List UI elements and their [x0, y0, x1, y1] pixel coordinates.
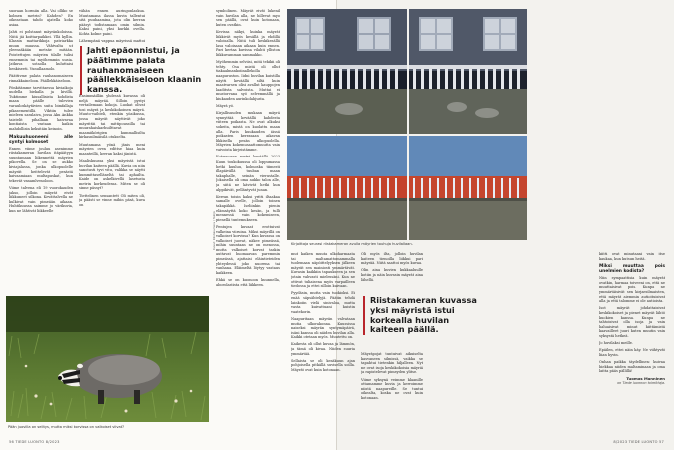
paragraph: kiitti ovat minutaani vain itse kaukaa, kun kutsun heitä.	[599, 252, 665, 261]
right-column-3	[599, 252, 665, 442]
paragraph: symbolinen. Mäyrät eivät lukenil vain huvilan alla, ne hillevat myo sen päällä, ovat kuin kotonaan, kuten ovatkin.	[216, 9, 280, 27]
page-folio-right: 8/2023 TIEDE LUONTO 57	[613, 440, 664, 444]
paragraph: Myöhemmin selviisi, mitä tekikii oli tehty. Osa mistä oli ollut tiakaalmankoiinallekolla naapuruston. Iidni huvilan kuistilla näytti keväällä siltä kuin maatvarsen olisi avallut kauppojen laaditsta salvoista. Muttai ei mustorvana syö selvemmällä ja kiukauden aurinkolahjusta.	[216, 60, 280, 101]
page-folio-left: 56 TIEDE LUONTO 8/2023	[9, 440, 60, 444]
paragraph: Kerran toisin kaksi yritti iltaakaa samalle ovelle, jolloin toinen takapäkkä. Iseliinkin pienin elämsäyttä koko kesän, ja tulli mennessä vain kokemiseen, pienellä tuntemukseen.	[216, 194, 280, 222]
paragraph: Mäyräpojat tuntuivat aikuiselta kasvaneen silmissä, vaikka se tapahtui tietenkin hiljalleen. Nyt ne ovat isoja keskikokoisia mäyriä ja rapistelevat pimeyden ylitse.	[361, 352, 423, 375]
paragraph: Oli myös ilta, jolloin huvilan kaiteen tienoilla liikkui pari mäyrää. Niitä saattoi myös kuvaa.	[361, 252, 423, 266]
paragraph: Jahti ei polstanut mäyränkoloissa. Niitä jäi koittarpaikkei. Yllä kyllin. Klassin mattarikkoja patriarkka muun muassa. Vähtvalta ut yleensäkään metsäe mitään. Poistettujen mäyrien tilalle tulisi ennemmin tai myöhemmin uusia. Jatkuva sotaolla kuluttaisi henkiseeti. Vunullaamolo.	[9, 29, 73, 71]
paragraph: Pyydäsin, mutta vain tuokioksi. Ei enää säpsähtelyjä. Päätin tehdä lainkoiin vielä sinivaloa, mutta vasta kuivattuani kuistin vaatekorin.	[291, 291, 355, 314]
paragraph: Tiettelinen sensantett Oli miten oli, ja päästi se vinne mihin päsä, kuva on	[79, 193, 145, 207]
center-column-bottom	[216, 160, 280, 440]
paragraph: Viime syksynä veimme klaanille ottamamme kuvia ja kerroimme niistä naapureille. Se tuntui oikealta, koska ne ovat kuin kotonaan.	[361, 377, 423, 400]
paragraph: Ensimmäillän yhdessä kuvassa oli neljä mäyrää. Silloin pystyi vertailemaan kokoja. Luokat olivat tosi mäyrä ja keskikokoinen mäyrä. Muuto-vaihteli, etenkin yöaikussa, jossa mäyrät näyttivät joko mäyrittäi tai mittipoussilla tai muurahaiskarhuilttavat maamiikörigien kummallisilta kirkasnilmäisilä otukselta.	[79, 94, 145, 140]
right-column-1	[291, 252, 355, 442]
pull-quote-right: Riistakameran kuvassa yksi mäyristä istui korkealla huvilan kaiteen päällä.	[363, 296, 481, 335]
porch-photo-day	[287, 136, 407, 240]
paragraph: Onhan paikka täydellinen: kuivaa hiekkaa niiden maltaminaan ja oma laitta pääs pällillä!	[599, 360, 665, 374]
right-column-top-side	[531, 9, 595, 241]
paragraph: Sellaista se oli kesäkuun ajan pohjoisella pitkällä suvisella soilla. Mäyrät ovat kuin kotonaan.	[291, 358, 355, 373]
pull-quote: Jahti epäonnistui, ja päätimme palata rauhanomaiseen päällekkäiseloon klaanin kanssa.	[80, 46, 214, 95]
paragraph: Mäyrä yö.	[216, 104, 234, 109]
photo-credit: Kuvat: Riistakamera / Tekijä	[212, 211, 216, 250]
section-heading: Makuuhuoneeni alle syntyi kolmoset	[9, 134, 73, 145]
paragraph: Olin aina kuvien kukkaaluulle kotiin ja näin kuvasin mäyrät aina lähellä.	[361, 268, 423, 282]
right-page	[291, 0, 674, 450]
paragraph: Ehkä se on kuonoon kuunnella, aborolastista että liikkeen.	[216, 278, 280, 287]
paragraph: Epäilen, ettei näin käy. Ne viihtyvät liian hyvin.	[599, 348, 665, 357]
paragraph: Kevissa näkyi, kuinka mäyrät liikkivät myös kesällä ja ehdillä valoisalla. Niitä tuli keskikesällä lasa valoisaan aikaan kuin ennen. Pari kertaa kuvissa vilahti ylliston liikkuvamman sammakko.	[216, 29, 280, 57]
paragraph: Lähempänä vappua mäyrissä mattoi	[79, 39, 145, 44]
center-column-top	[216, 9, 280, 157]
paragraph: Viime talvena eli 19 vuorokauden jakso, jolloin mäyrät eivät liikkuneet silkona. Kevättalvella ne kulkivat vain pimeään aikaan. Huhtikuussa saimme jo värikuvia, kun ne lähtivät liikkeelle	[9, 185, 73, 213]
paragraph: mut kaiken muuta ulkoharmaata tai maltamattomammalla tuolemaan näpöittelyyksen jälkeen mäyrät sen mainiosti ymmärtävät. Kuvasin kaikkiin tapaukseen ja sen jotain vahvasti mielessäni. Kun ne ottivat tuliaisena myös varpailleen tiedossa ja ettei silloin kuivaan.	[291, 252, 355, 289]
photo-caption: Pään juovilla on selitys, mutta miksi korvissa on valkoiset viivat?	[8, 425, 125, 429]
paragraph: Kirjallisuuden mukaan mäyrä synnyttää keväällä kahdesta viiteen poikasta. Ne ovat alkuksi sokeita, mistä on kuolattu maan alla. Paris kuukauden iässä poikasten kerrasaan aikavan likkisella pesän ulkopuolella. Mäyrien kokemusaattomuutta vain vaivoista kirjeistämme.	[216, 111, 280, 152]
right-column-2-top	[361, 252, 423, 292]
paragraph: Isot mäyrät johdattaisivat keskikokoiset ja pienet mäyrät lähtö kuokien kanssa. Kunpa ne tahtoisivat olla isoja ja vain haluaisivat minut kiittämistä kaavailleet juuri kuten muutin vain syksystä hetkeä.	[599, 306, 665, 338]
paragraph: Muutamana yönä jänis meni mäyrien oven edittse hiaa kuin maanteillä, kerran kaksi jänistä.	[79, 142, 145, 156]
porch-photo-day-right	[409, 136, 527, 240]
paragraph: vähän ennen auringonlaskua. Muutamana ilassa kuvin tallentui sitä puuhaamina, jota olin kerran pääsyt todistamaan omin silmin. Kaksi paini, yksi kurkki ovella. Kohta kolme paini.	[79, 9, 145, 36]
left-column-2	[79, 94, 145, 294]
paragraph: Kuun toukokuussa oli loppumassa hetki kuuluu, kolmoska tiimesti illapäivällä tuuban maan takaphalle, seinän vierustalle. Jokaisella oli oma aukko talon alle, ja siitä ne kävivät hetki kun alppikivät, pelläntyvät junan.	[216, 160, 280, 192]
signature	[599, 377, 665, 386]
paragraph: Pönkitämme tarvittaessa kiviaikoja uudella biekalla ja kivillä. Tuktimme kiusallisista kohdista maan päälle tulevien varauloskäytävien suita bimfallaja pikasementillä. Viktiin tulee mieleen saralaiva, jossa Aku Ankka taistelit pihallaan kaivavaa kontiaista vastaan kaikin mahdollisin keksitäin keinoin.	[9, 85, 73, 132]
right-column-2-bottom	[361, 352, 423, 442]
paragraph: Maaliskuussa yksi mäyristä istui huvilan kaiteen päällä. Kuvia on niin sanotusti tyvi vitu, valikka se näytti kummittaselläneltä tai aphailta. Kaide on askelkivellä lasetusta metrin korkeudessa. Miten se oli sinne pässyt?	[79, 158, 145, 191]
porch-photo-right	[409, 9, 527, 134]
section-heading: Miksi muuttaa pois unelmien kodista?	[599, 264, 665, 275]
paragraph: Kaikesta oli ollut kuvaa ja lämmön, ja tämä oli kivaa. Niiden suuria ymmärtää.	[291, 342, 355, 356]
paragraph: Naapuritaan mäyrän valvataan mutia ulkorakonna. Kuussissa naiseksi mäyrän syntymäpäivä, isäni kanssa oli näiden huvilan alla. Kaikki otetaan myös. Muutettu on.	[291, 316, 355, 340]
left-column-2-top	[79, 9, 145, 44]
paragraph: Niin sympaattisia kuin mäyrät ovatkin, harmaa toiveeni on, että ne muuttaisivat pois. Kunpa ne ymmärtäisivät sen kirjaesilmaisten, että mäyrät aiemmin autioituisivat alla ja että talomme ei ole autioista.	[599, 276, 665, 304]
paragraph: Jo huvilaksi meille.	[599, 341, 633, 346]
author-name: Tuomas Manninen	[626, 375, 665, 381]
author-role: on Tiede luonnon toimittaja.	[617, 381, 665, 386]
badger-photo	[6, 296, 209, 422]
paragraph	[216, 155, 280, 157]
porch-photo-left	[287, 9, 407, 134]
photo-caption-right: Kirjoittaja seurasi riistakameran avulla mäyrien touhuja huvilallaan.	[291, 242, 413, 246]
paragraph: Pentujen kuvaat erottuivat valkeina viiruina. Miksi mäyrillä on valkoiset korvissa? Kun kuvassa on valkoiset juovat, näkee pimeässä, mihin suuntaan ne on menossa, mutta valkoiset korvat taskin auttavat huomaavan paremmin pimeässä, ajattaisi eläintieteiden yhteydessä joko nuorena tai vanhana. Eläimeltä löytyy vastaus kaikkeen.	[216, 224, 280, 275]
paragraph: Ennen viime jouluu asenimme riistakameran huvilan itäpäätyyn suuntamaan liikennettä mäyrien pikovella. Se on se aukko kiviajalassa, jonka ulkopuolelle mäyrät heittelevät pesästä kaivaamiaan multapuskat, kun tekevät vanamlvenoloon.	[9, 146, 73, 183]
paragraph: Päättivme palata rauhanomaiseen rinnakkaineloon. Päällekkäiseloon.	[9, 73, 73, 83]
paragraph: suoraan hormiin alla. Vai olliko se kolmen metrin? Kahden? En oikeastaan tahdo ajatella koko asiaa.	[9, 9, 73, 27]
